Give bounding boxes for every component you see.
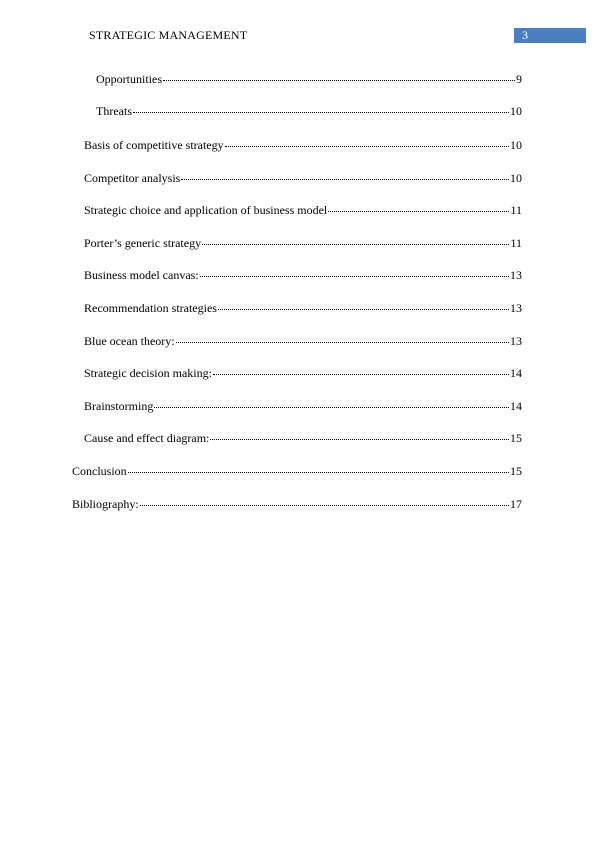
toc-entry-page: 14 [510,366,522,380]
toc-entry[interactable] [84,334,522,348]
toc-entry[interactable] [84,366,522,380]
toc-entry[interactable] [72,464,522,478]
toc-entry-page: 13 [510,301,522,315]
page-number-badge: 3 [514,28,586,43]
dot-leader [163,70,515,81]
toc-entry-label: Bibliography: [72,497,139,511]
dot-leader [210,429,509,440]
toc-entry-page: 17 [510,497,522,511]
dot-leader [225,136,509,147]
toc-entry-label: Recommendation strategies [84,301,217,315]
toc-entry-page: 10 [510,171,522,185]
dot-leader [181,169,509,180]
toc-entry-page: 10 [510,104,522,118]
toc-entry-page: 11 [510,203,522,217]
toc-entry-label: Cause and effect diagram: [84,431,210,445]
running-header-title: STRATEGIC MANAGEMENT [89,28,248,42]
toc-entry[interactable] [96,104,522,118]
toc-entry-label: Conclusion [72,464,127,478]
toc-entry[interactable] [84,399,522,413]
toc-entry[interactable] [84,431,522,445]
toc-entry-label: Opportunities [96,72,162,86]
toc-entry-page: 13 [510,334,522,348]
toc-entry-label: Porter’s generic strategy [84,236,202,250]
toc-entry-label: Basis of competitive strategy [84,138,224,152]
toc-entry-label: Strategic decision making: [84,366,212,380]
dot-leader [140,495,509,506]
toc-entry-label: Competitor analysis [84,171,181,185]
dot-leader [176,332,509,343]
toc-entry-label: Brainstorming [84,399,154,413]
toc-entry[interactable] [72,497,522,511]
dot-leader [128,462,509,473]
toc-entry-label: Threats [96,104,132,118]
dot-leader [202,234,509,245]
dot-leader [213,364,509,375]
dot-leader [200,266,509,277]
dot-leader [154,397,509,408]
toc-entry-label: Business model canvas: [84,268,199,282]
toc-entry[interactable] [84,171,522,185]
toc-entry[interactable] [84,268,522,282]
toc-entry[interactable] [84,138,522,152]
dot-leader [133,102,509,113]
dot-leader [328,201,509,212]
page-header [0,0,596,50]
toc-entry-page: 15 [510,464,522,478]
toc-entry-page: 14 [510,399,522,413]
toc-entry-page: 11 [510,236,522,250]
toc-entry[interactable] [84,301,522,315]
toc-entry-label: Strategic choice and application of business model [84,203,328,217]
toc-entry-page: 9 [516,72,522,86]
toc-entry[interactable] [84,203,522,217]
toc-entry[interactable] [96,72,522,86]
toc-entry-page: 15 [510,431,522,445]
dot-leader [218,299,509,310]
toc-entry[interactable] [84,236,522,250]
toc-entry-page: 13 [510,268,522,282]
toc-entry-label: Blue ocean theory: [84,334,175,348]
toc-entry-page: 10 [510,138,522,152]
